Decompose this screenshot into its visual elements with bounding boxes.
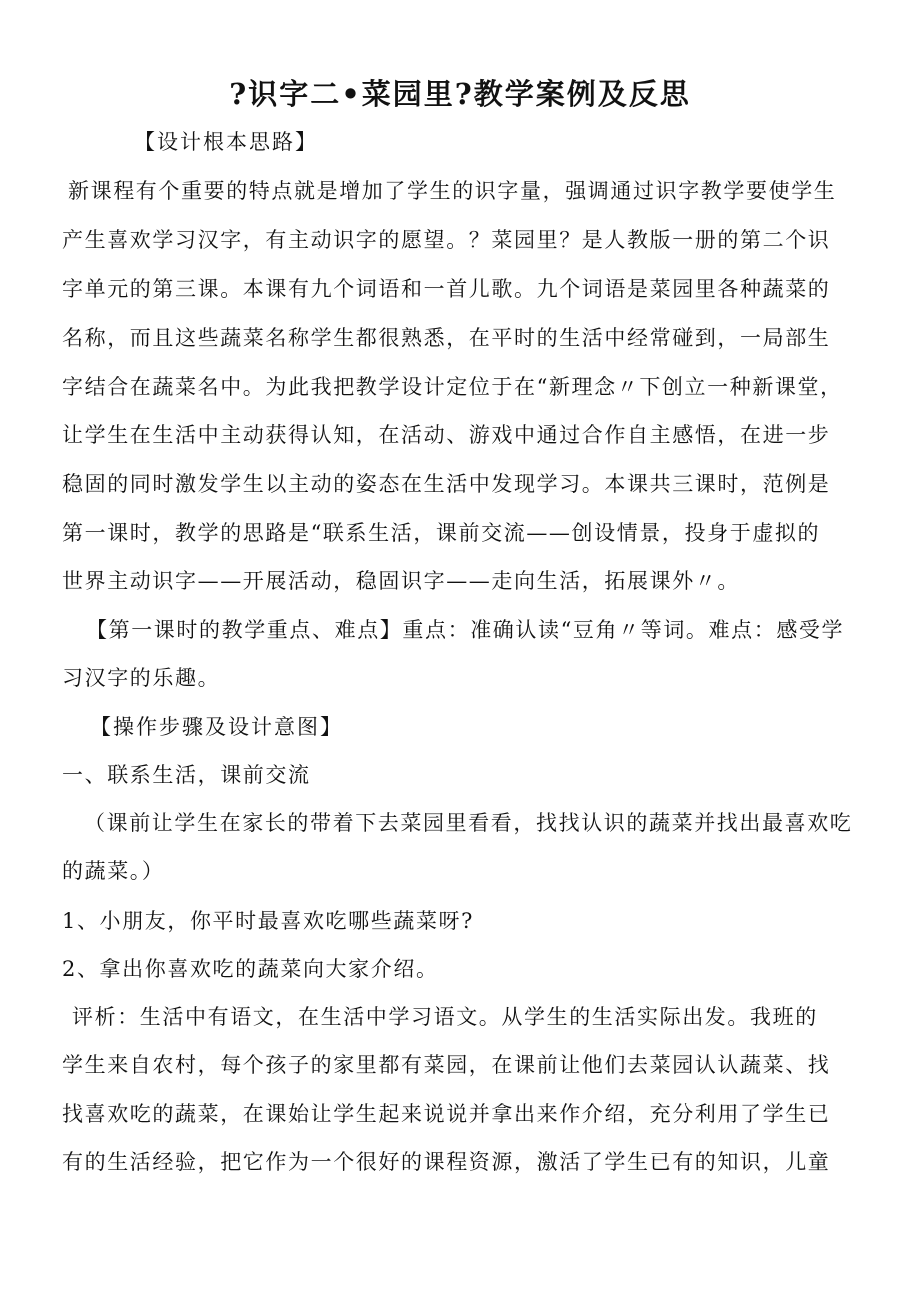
focus-line: 【第一课时的教学重点、难点】重点：准确认读“豆角〃等词。难点：感受学 (86, 618, 845, 642)
paragraph-line: 第一课时，教学的思路是“联系生活，课前交流——创设情景，投身于虚拟的 (62, 521, 821, 545)
focus-line: 习汉字的乐趣。 (62, 666, 221, 690)
comment-line: 学生来自农村，每个孩子的家里都有菜园，在课前让他们去菜园认认蔬菜、找 (62, 1053, 831, 1077)
note-line: （课前让学生在家长的带着下去菜园里看看，找找认识的蔬菜并找出最喜欢吃 (84, 811, 853, 835)
paragraph-line: 字单元的第三课。本课有九个词语和一首儿歌。九个词语是菜园里各种蔬菜的 (62, 277, 831, 301)
paragraph-line: 产生喜欢学习汉字，有主动识字的愿望。？菜园里？是人教版一册的第二个识 (62, 228, 831, 252)
section-heading-design: 【设计根本思路】 (134, 130, 318, 154)
comment-line: 评析：生活中有语文，在生活中学习语文。从学生的生活实际出发。我班的 (72, 1005, 818, 1029)
paragraph-line: 世界主动识字——开展活动，稳固识字——走向生活，拓展课外〃。 (62, 569, 740, 593)
list-item: 2、拿出你喜欢吃的蔬菜向大家介绍。 (62, 957, 439, 981)
paragraph-line: 名称，而且这些蔬菜名称学生都很熟悉，在平时的生活中经常碰到，一局部生 (62, 326, 831, 350)
document-title: ?识字二•菜园里?教学案例及反思 (229, 77, 691, 111)
paragraph-line: 让学生在生活中主动获得认知，在活动、游戏中通过合作自主感悟，在进一步 (62, 423, 831, 447)
step-heading: 一、联系生活，课前交流 (62, 763, 311, 787)
list-item: 1、小朋友，你平时最喜欢吃哪些蔬菜呀? (62, 909, 475, 933)
note-line: 的蔬菜。） (62, 859, 165, 883)
paragraph-line: 字结合在蔬菜名中。为此我把教学设计定位于在“新理念〃下创立一种新课堂， (62, 375, 843, 399)
paragraph-line: 稳固的同时激发学生以主动的姿态在生活中发现学习。本课共三课时，范例是 (62, 472, 831, 496)
comment-line: 有的生活经验，把它作为一个很好的课程资源，激活了学生已有的知识，儿童 (62, 1150, 831, 1174)
comment-line: 找喜欢吃的蔬菜，在课始让学生起来说说并拿出来作介绍，充分利用了学生已 (62, 1102, 831, 1126)
section-heading-steps: 【操作步骤及设计意图】 (90, 715, 343, 739)
paragraph-line: 新课程有个重要的特点就是增加了学生的识字量，强调通过识字教学要使学生 (68, 179, 837, 203)
